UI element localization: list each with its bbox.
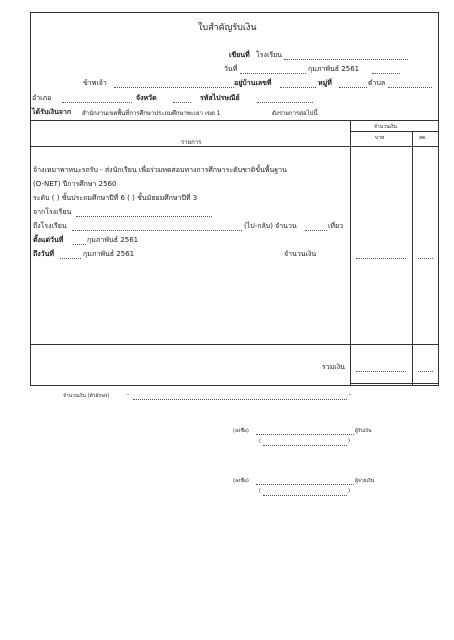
amount-column-divider xyxy=(350,120,351,386)
amount-text-dash-end: - xyxy=(349,391,352,398)
total-double-line xyxy=(350,383,439,384)
since-day-field[interactable] xyxy=(73,238,86,245)
postcode-label: รหัสไปรษณีย์ xyxy=(200,94,240,102)
date-tail-field[interactable] xyxy=(372,67,400,74)
moo-label: หมู่ที่ xyxy=(318,79,332,87)
form-title: ใบสำคัญรับเงิน xyxy=(198,23,257,33)
items-header: รายการ xyxy=(181,139,202,146)
payer-label: ผู้จ่ายเงิน xyxy=(355,478,375,484)
until-value: กุมภาพันธ์ 2561 xyxy=(83,250,135,258)
satang-column-divider xyxy=(412,131,413,386)
total-label: รวมเงิน xyxy=(322,363,345,371)
payer-sign-field[interactable] xyxy=(256,478,354,485)
received-label: ได้รับเงินจาก xyxy=(32,108,72,116)
payer-name-field[interactable] xyxy=(263,489,347,496)
tambon-label: ตำบล xyxy=(368,79,386,87)
since-value: กุมภาพันธ์ 2561 xyxy=(87,236,139,244)
province-field[interactable] xyxy=(173,96,191,103)
payer-name-close-paren: ) xyxy=(348,488,350,494)
level-options: ระดับ ( ) ชั้นประถมศึกษาปีที่ 6 ( ) ชั้นมัธยมศึกษาปีที่ 3 xyxy=(33,194,198,202)
receiver-name-field[interactable] xyxy=(263,439,347,446)
amount-text-label: จำนวนเงิน (ตัวอักษร) xyxy=(63,393,110,399)
tambon-field[interactable] xyxy=(388,81,432,88)
received-suffix: ดังรายการต่อไปนี้ xyxy=(272,110,318,117)
table-body-bottom-line xyxy=(30,344,439,345)
moo-field[interactable] xyxy=(339,81,367,88)
trip-count-field[interactable] xyxy=(305,224,327,231)
payer-name-open-paren: ( xyxy=(259,488,261,494)
date-value: กุมภาพันธ์ 2561 xyxy=(308,65,360,73)
house-no-field[interactable] xyxy=(280,81,316,88)
until-day-field[interactable] xyxy=(60,252,81,259)
amount-subheader-line xyxy=(350,131,439,132)
satang-header: สต. xyxy=(419,135,427,141)
amount-header: จำนวนเงิน xyxy=(374,124,397,130)
receiver-sign-label: (ลงชื่อ) xyxy=(233,428,249,434)
receiver-sign-field[interactable] xyxy=(256,428,354,435)
trip-label: (ไป-กลับ) จำนวน xyxy=(244,222,297,230)
amount-text-dash-start: - xyxy=(127,391,130,398)
written-at-value: โรงเรียน xyxy=(256,51,282,59)
receiver-name-open-paren: ( xyxy=(259,438,261,444)
trip-unit: เที่ยว xyxy=(328,222,344,230)
postcode-field[interactable] xyxy=(257,96,313,103)
table-header-bottom-line xyxy=(30,146,439,147)
receiver-name-close-paren: ) xyxy=(348,438,350,444)
to-school-field[interactable] xyxy=(72,224,242,231)
received-from: สำนักงานเขตพื้นที่การศึกษาประถมศึกษาพะเยา เขต 1 xyxy=(82,110,221,117)
written-at-label: เขียนที่ xyxy=(229,51,250,59)
until-label: ถึงวันที่ xyxy=(33,250,54,258)
payer-sign-label: (ลงชื่อ) xyxy=(233,478,249,484)
since-label: ตั้งแต่วันที่ xyxy=(33,236,64,244)
amount-satang-field[interactable] xyxy=(418,252,433,259)
receiver-label: ผู้รับเงิน xyxy=(355,428,372,434)
from-school-field[interactable] xyxy=(76,210,212,217)
item-description-line2: (O-NET) ปีการศึกษา 2560 xyxy=(33,180,117,188)
baht-header: บาท xyxy=(375,135,385,141)
amount-baht-field[interactable] xyxy=(356,252,406,259)
from-school-label: จากโรงเรียน xyxy=(33,208,72,216)
table-top-line xyxy=(30,120,439,121)
date-day-field[interactable] xyxy=(240,67,306,74)
written-at-field[interactable] xyxy=(284,53,408,60)
i-label: ข้าพเจ้า xyxy=(83,79,107,87)
date-label: วันที่ xyxy=(224,65,238,73)
total-satang-field[interactable] xyxy=(418,365,433,372)
name-field[interactable] xyxy=(114,81,234,88)
to-school-label: ถึงโรงเรียน xyxy=(33,222,67,230)
total-baht-field[interactable] xyxy=(356,365,406,372)
amphoe-label: อำเภอ xyxy=(32,94,52,102)
amount-label: จำนวนเงิน xyxy=(284,250,317,258)
amphoe-field[interactable] xyxy=(62,96,132,103)
house-no-label: อยู่บ้านเลขที่ xyxy=(234,79,272,87)
amount-text-field[interactable] xyxy=(133,393,347,400)
item-description-line1: จ้างเหมาพาหนะรถรับ - ส่งนักเรียน เพื่อร่วมทดสอบทางการศึกษาระดับชาติขั้นพื้นฐาน xyxy=(33,166,287,174)
province-label: จังหวัด xyxy=(136,94,157,102)
